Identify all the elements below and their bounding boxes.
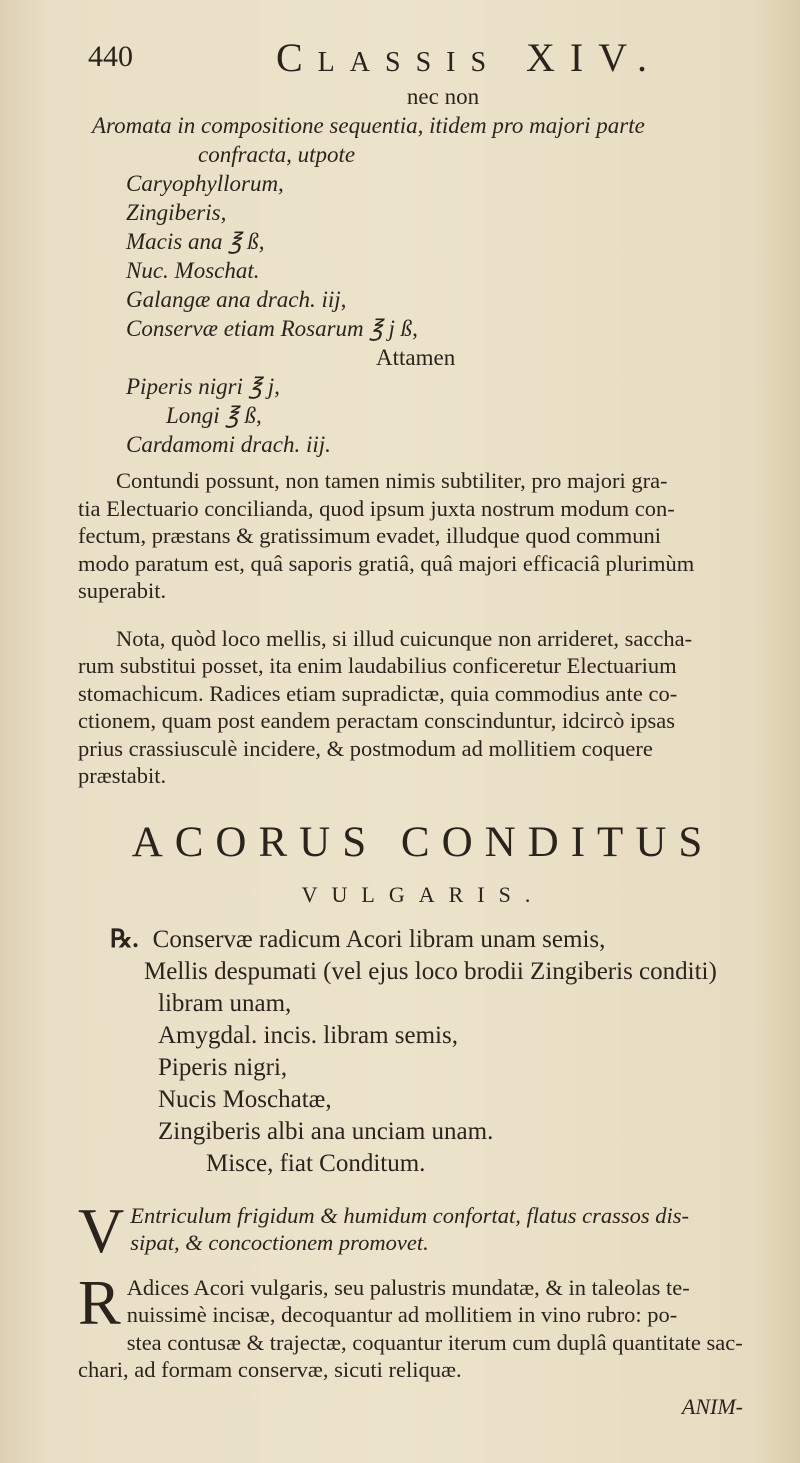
paragraph-line: fectum, præstans & gratissimum evadet, illudque quod communi bbox=[78, 523, 662, 548]
ingredient-line: Aromata in compositione sequentia, itidem pro majori parte bbox=[92, 113, 645, 138]
recipe-line: libram unam, bbox=[158, 989, 292, 1017]
paragraph-contundi bbox=[78, 467, 768, 605]
paragraph-line: ctionem, quam post eandem peractam conscinduntur, idcircò ipsas bbox=[78, 708, 676, 733]
intro-line: nec non bbox=[406, 84, 480, 109]
recipe-line: Zingiberis albi ana unciam unam. bbox=[158, 1117, 494, 1145]
paragraph-line: rum substitui posset, ita enim laudabilius conficeretur Electuarium bbox=[78, 653, 677, 678]
running-head: Classis XIV. bbox=[276, 35, 662, 80]
paragraph-line: nuissimè incisæ, decoquantur ad mollitiem in vino rubro: po- bbox=[126, 1302, 678, 1327]
recipe-line: Mellis despumati (vel ejus loco brodii Zingiberis conditi) bbox=[144, 957, 717, 985]
page-number: 440 bbox=[88, 40, 133, 73]
ingredient-line: Longi ℥ ß, bbox=[166, 403, 262, 428]
preparation-paragraph bbox=[78, 1266, 768, 1384]
recipe-line: Piperis nigri, bbox=[158, 1053, 288, 1081]
ingredient-line: Zingiberis, bbox=[126, 200, 227, 225]
recipe-line: Amygdal. incis. libram semis, bbox=[158, 1021, 458, 1049]
paragraph-line: sipat, & concoctionem promovet. bbox=[130, 1230, 429, 1255]
paragraph-line: Contundi possunt, non tamen nimis subtiliter, pro majori gra- bbox=[116, 468, 668, 493]
drop-cap: R bbox=[78, 1266, 121, 1338]
ingredient-line: Piperis nigri ℥ j, bbox=[126, 374, 280, 399]
ingredient-line: Caryophyllorum, bbox=[126, 171, 284, 196]
ingredient-line: Cardamomi drach. iij. bbox=[126, 432, 331, 457]
catchword: ANIM- bbox=[681, 1393, 743, 1419]
ingredient-line: Galangæ ana drach. iij, bbox=[126, 287, 347, 312]
attamen-line: Attamen bbox=[376, 345, 456, 370]
recipe-line: Conservæ radicum Acori libram unam semis, bbox=[152, 925, 606, 953]
ingredient-list-top bbox=[78, 82, 768, 459]
recipe-line: Misce, fiat Conditum. bbox=[206, 1149, 426, 1177]
page-header bbox=[88, 34, 728, 78]
paragraph-line: Nota, quòd loco mellis, si illud cuicunque non arrideret, saccha- bbox=[116, 625, 693, 651]
ingredient-line: Conservæ etiam Rosarum ℥ j ß, bbox=[126, 316, 418, 341]
paragraph-line: Entriculum frigidum & humidum confortat, flatus crassos dis- bbox=[130, 1202, 689, 1228]
paragraph-line: tia Electuario concilianda, quod ipsum juxta nostrum modum con- bbox=[78, 495, 675, 521]
paragraph-line: chari, ad formam conservæ, sicuti reliquæ. bbox=[78, 1357, 462, 1382]
recipe-line: Nucis Moschatæ, bbox=[158, 1085, 332, 1113]
section-title: ACORUS CONDITUS bbox=[131, 818, 715, 866]
ingredient-line: Nuc. Moschat. bbox=[126, 258, 260, 283]
paragraph-nota bbox=[78, 625, 768, 790]
drop-cap: V bbox=[78, 1194, 125, 1266]
section-subtitle: VULGARIS. bbox=[301, 881, 545, 907]
page-body bbox=[78, 82, 768, 1420]
recipe-block bbox=[78, 924, 768, 1180]
ingredient-line: confracta, utpote bbox=[198, 142, 356, 167]
paragraph-line: Adices Acori vulgaris, seu palustris mundatæ, & in taleolas te- bbox=[126, 1274, 690, 1300]
paragraph-line: stomachicum. Radices etiam supradictæ, quia commodius ante co- bbox=[78, 680, 678, 706]
paragraph-line: prius crassiusculè incidere, & postmodum ad mollitiem coquere bbox=[78, 735, 653, 761]
recipe-symbol: ℞. bbox=[110, 925, 139, 953]
virtue-paragraph bbox=[78, 1194, 768, 1266]
ingredient-line: Macis ana ℥ ß, bbox=[126, 229, 265, 254]
paragraph-line: modo paratum est, quâ saporis gratiâ, quâ majori efficaciâ plurimùm bbox=[78, 550, 695, 576]
paragraph-line: stea contusæ & trajectæ, coquantur iterum cum duplâ quantitate sac- bbox=[126, 1329, 743, 1355]
paragraph-line: præstabit. bbox=[78, 763, 167, 788]
paragraph-line: superabit. bbox=[78, 578, 167, 603]
